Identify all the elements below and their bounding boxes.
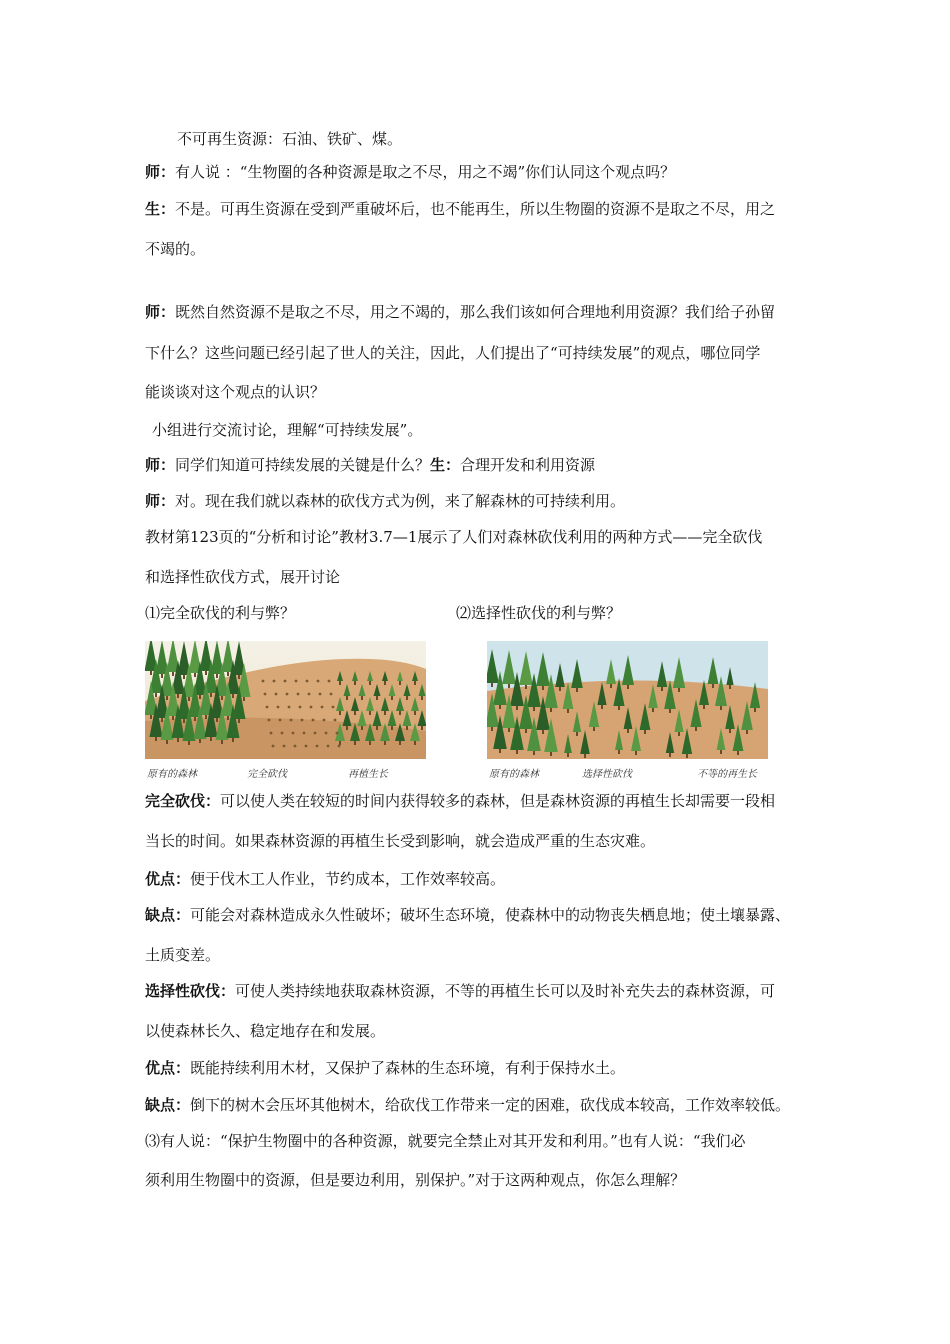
tree-trunk xyxy=(172,716,174,720)
line-text: 教材第123页的“分析和讨论”教材3.7—1展示了人们对森林砍伐利用的两种方式——完全砍伐 xyxy=(145,528,763,546)
tree-trunk xyxy=(354,681,356,685)
stump-dot xyxy=(312,719,315,722)
tree-trunk xyxy=(729,685,731,689)
stump-dot xyxy=(270,732,273,735)
line-text: 能谈谈对这个观点的认识？ xyxy=(145,383,326,401)
stump-dot xyxy=(334,719,337,722)
tree-trunk xyxy=(384,681,386,685)
tree-trunk xyxy=(499,705,501,709)
tree-trunk xyxy=(652,708,654,712)
tree-trunk xyxy=(376,696,378,700)
speaker-label: 优点： xyxy=(145,870,191,888)
text-line xyxy=(145,868,505,890)
tree-trunk xyxy=(618,750,620,754)
stump-dot xyxy=(301,719,304,722)
line-text: 既能持续利用木材，又保护了森林的生态环境，有利于保持水土。 xyxy=(190,1059,626,1077)
stump-dot xyxy=(275,693,278,696)
tree-trunk xyxy=(567,753,569,757)
line-text: 可以使人类在较短的时间内获得较多的森林，但是森林资源的再植生长却需要一段相 xyxy=(220,792,776,810)
tree-trunk xyxy=(414,711,416,715)
text-line xyxy=(145,1094,790,1116)
text-line xyxy=(152,419,422,441)
stump-dot xyxy=(303,732,306,735)
line-text: 下什么？这些问题已经引起了世人的关注，因此，人们提出了“可持续发展”的观点，哪位同学 xyxy=(145,344,761,362)
line-text: 有人说 ：“生物圈的各种资源是取之不尽，用之不竭”你们认同这个观点吗？ xyxy=(175,163,676,181)
stump-dot xyxy=(268,719,271,722)
speaker-label: 师： xyxy=(145,163,176,181)
line-text: 对。现在我们就以森林的砍伐方式为例，来了解森林的可持续利用。 xyxy=(175,492,626,510)
tree-trunk xyxy=(243,697,245,701)
tree-trunk xyxy=(194,673,196,677)
line-text: 不竭的。 xyxy=(145,240,206,258)
text-line xyxy=(145,381,325,403)
stump-dot xyxy=(288,706,291,709)
tree-trunk xyxy=(533,751,535,755)
stump-dot xyxy=(297,693,300,696)
speaker-label: 选择性砍伐： xyxy=(145,982,236,1000)
tree-trunk xyxy=(216,718,218,722)
tree-trunk xyxy=(232,738,234,742)
tree-trunk xyxy=(669,709,671,713)
tree-trunk xyxy=(601,705,603,709)
speaker-label: 师： xyxy=(145,492,176,510)
stump-dot xyxy=(317,680,320,683)
tree-trunk xyxy=(669,753,671,757)
speaker-label: 完全砍伐： xyxy=(145,792,221,810)
stump-dot xyxy=(310,706,313,709)
tree-trunk xyxy=(227,672,229,676)
caption-replanting: 再植生长 xyxy=(348,769,388,780)
tree-trunk xyxy=(183,719,185,723)
stump-dot xyxy=(306,680,309,683)
text-line xyxy=(145,342,760,364)
stump-dot xyxy=(294,745,297,748)
tree-trunk xyxy=(746,730,748,734)
tree-trunk xyxy=(369,681,371,685)
text-line xyxy=(145,490,625,512)
figure-selective-logging xyxy=(487,641,768,759)
line-text: ⑶有人说：“保护生物圈中的各种资源，就要完全禁止对其开发和利用。”也有人说：“我们必 xyxy=(145,1132,746,1150)
tree-trunk xyxy=(166,696,168,700)
text-line xyxy=(145,454,595,476)
tree-trunk xyxy=(567,709,569,713)
tree-trunk xyxy=(188,697,190,701)
tree-trunk xyxy=(499,749,501,753)
tree-trunk xyxy=(593,727,595,731)
tree-trunk xyxy=(376,726,378,730)
text-line xyxy=(145,1169,685,1191)
text-line xyxy=(145,1130,746,1152)
tree-trunk xyxy=(720,706,722,710)
line-text: 当长的时间。如果森林资源的再植生长受到影响，就会造成严重的生态灾难。 xyxy=(145,832,656,850)
text-line xyxy=(177,128,402,150)
tree-trunk xyxy=(559,687,561,691)
tree-trunk xyxy=(508,728,510,732)
stump-dot xyxy=(286,693,289,696)
tree-trunk xyxy=(399,711,401,715)
speaker-label: 缺点： xyxy=(145,906,191,924)
tree-trunk xyxy=(384,741,386,745)
tree-trunk xyxy=(406,696,408,700)
tree-trunk xyxy=(369,711,371,715)
caption-original-forest-2: 原有的森林 xyxy=(489,769,539,780)
text-line xyxy=(145,198,775,220)
caption-uneven-regrowth: 不等的再生长 xyxy=(697,769,757,780)
line-text: 小组进行交流讨论，理解“可持续发展”。 xyxy=(152,421,423,439)
tree-trunk xyxy=(227,716,229,720)
stump-dot xyxy=(295,680,298,683)
text-line xyxy=(145,526,762,548)
tree-trunk xyxy=(210,693,212,697)
tree-trunk xyxy=(369,741,371,745)
tree-trunk xyxy=(177,694,179,698)
tree-trunk xyxy=(346,726,348,730)
tree-trunk xyxy=(610,684,612,688)
tree-trunk xyxy=(720,750,722,754)
tree-trunk xyxy=(729,729,731,733)
figure-complete-logging xyxy=(145,641,426,759)
stump-dot xyxy=(328,680,331,683)
tree-trunk xyxy=(199,739,201,743)
stump-dot xyxy=(332,706,335,709)
complete-logging-illustration xyxy=(145,641,426,759)
stump-dot xyxy=(327,745,330,748)
tree-trunk xyxy=(542,730,544,734)
tree-trunk xyxy=(525,685,527,689)
tree-trunk xyxy=(686,754,688,758)
stump-dot xyxy=(316,745,319,748)
tree-trunk xyxy=(576,732,578,736)
tree-trunk xyxy=(161,718,163,722)
tree-trunk xyxy=(238,675,240,679)
tree-trunk xyxy=(199,695,201,699)
speaker-label: 师： xyxy=(145,456,176,474)
tree-trunk xyxy=(361,696,363,700)
stump-dot xyxy=(290,719,293,722)
stump-dot xyxy=(323,719,326,722)
stump-dot xyxy=(281,732,284,735)
stump-dot xyxy=(266,706,269,709)
tree-trunk xyxy=(161,674,163,678)
line-text: 同学们知道可持续发展的关键是什么？ xyxy=(175,456,431,474)
line-text: 合理开发和利用资源 xyxy=(460,456,596,474)
line-text: 不可再生资源：石油、铁矿、煤。 xyxy=(177,130,403,148)
tree-trunk xyxy=(421,696,423,700)
tree-trunk xyxy=(205,715,207,719)
tree-trunk xyxy=(155,737,157,741)
tree-trunk xyxy=(678,732,680,736)
text-line xyxy=(145,904,790,926)
tree-trunk xyxy=(406,726,408,730)
tree-trunk xyxy=(754,708,756,712)
line-text: 既然自然资源不是取之不尽，用之不竭的，那么我们该如何合理地利用资源？我们给子孙留 xyxy=(175,303,776,321)
tree-trunk xyxy=(391,696,393,700)
stump-dot xyxy=(272,745,275,748)
tree-trunk xyxy=(384,711,386,715)
speaker-label: 师： xyxy=(145,303,176,321)
stump-dot xyxy=(305,745,308,748)
tree-trunk xyxy=(414,681,416,685)
stump-dot xyxy=(273,680,276,683)
line-text: 可能会对森林造成永久性破坏；破坏生态环境，使森林中的动物丧失栖息地；使土壤暴露、 xyxy=(190,906,791,924)
caption-original-forest-1: 原有的森林 xyxy=(147,769,197,780)
line-text: 倒下的树木会压坏其他树木，给砍伐工作带来一定的困难，砍伐成本较高，工作效率较低。 xyxy=(190,1096,791,1114)
tree-trunk xyxy=(644,730,646,734)
stump-dot xyxy=(321,706,324,709)
tree-trunk xyxy=(399,741,401,745)
tree-trunk xyxy=(661,687,663,691)
line-text: 土质变差。 xyxy=(145,946,221,964)
text-line xyxy=(145,1057,625,1079)
tree-trunk xyxy=(183,675,185,679)
stump-dot xyxy=(284,680,287,683)
stump-dot xyxy=(336,732,339,735)
tree-trunk xyxy=(221,740,223,744)
tree-trunk xyxy=(695,727,697,731)
line-text: 便于伐木工人作业，节约成本，工作效率较高。 xyxy=(190,870,506,888)
tree-trunk xyxy=(155,693,157,697)
tree-trunk xyxy=(627,685,629,689)
tree-trunk xyxy=(550,708,552,712)
stump-dot xyxy=(262,680,265,683)
tree-trunk xyxy=(232,694,234,698)
tree-trunk xyxy=(354,741,356,745)
stump-dot xyxy=(299,706,302,709)
text-line xyxy=(145,238,205,260)
tree-trunk xyxy=(516,750,518,754)
stump-dot xyxy=(277,706,280,709)
text-line xyxy=(145,161,675,183)
tree-trunk xyxy=(339,711,341,715)
text-line xyxy=(145,1020,385,1042)
stump-dot xyxy=(279,719,282,722)
tree-trunk xyxy=(150,715,152,719)
text-line xyxy=(145,830,655,852)
tree-trunk xyxy=(238,719,240,723)
stump-dot xyxy=(325,732,328,735)
stump-dot xyxy=(264,693,267,696)
tree-trunk xyxy=(525,729,527,733)
question-2: ⑵选择性砍伐的利与弊？ xyxy=(456,604,622,622)
tree-trunk xyxy=(712,684,714,688)
tree-trunk xyxy=(339,681,341,685)
tree-trunk xyxy=(550,752,552,756)
question-1: ⑴完全砍伐的利与弊？ xyxy=(145,604,296,622)
stump-dot xyxy=(319,693,322,696)
tree-trunk xyxy=(216,674,218,678)
tree-trunk xyxy=(627,729,629,733)
tree-trunk xyxy=(399,681,401,685)
tree-trunk xyxy=(508,684,510,688)
tree-trunk xyxy=(221,696,223,700)
tree-trunk xyxy=(703,705,705,709)
tree-trunk xyxy=(491,683,493,687)
tree-trunk xyxy=(421,726,423,730)
text-line xyxy=(145,301,775,323)
tree-trunk xyxy=(194,717,196,721)
tree-trunk xyxy=(737,751,739,755)
tree-trunk xyxy=(635,751,637,755)
stump-dot xyxy=(292,732,295,735)
text-line xyxy=(145,790,775,812)
stump-dot xyxy=(314,732,317,735)
stump-dot xyxy=(338,745,341,748)
caption-selective-logging: 选择性砍伐 xyxy=(582,769,632,780)
line-text: 可使人类持续地获取森林资源，不等的再植生长可以及时补充失去的森林资源，可 xyxy=(235,982,776,1000)
tree-trunk xyxy=(210,737,212,741)
tree-trunk xyxy=(414,741,416,745)
tree-trunk xyxy=(150,671,152,675)
tree-trunk xyxy=(584,754,586,758)
tree-trunk xyxy=(177,738,179,742)
stump-dot xyxy=(283,745,286,748)
line-text: 以使森林长久、稳定地存在和发展。 xyxy=(145,1022,386,1040)
line-text: 须利用生物圈中的资源，但是要边利用，别保护。”对于这两种观点，你怎么理解？ xyxy=(145,1171,686,1189)
tree-trunk xyxy=(346,696,348,700)
tree-trunk xyxy=(678,688,680,692)
stump-dot xyxy=(308,693,311,696)
caption-complete-logging: 完全砍伐 xyxy=(247,769,287,780)
tree-trunk xyxy=(576,688,578,692)
stump-dot xyxy=(330,693,333,696)
line-text: 不是。可再生资源在受到严重破坏后，也不能再生，所以生物圈的资源不是取之不尽，用之 xyxy=(175,200,776,218)
tree-trunk xyxy=(205,671,207,675)
tree-trunk xyxy=(516,706,518,710)
speaker-label: 缺点： xyxy=(145,1096,191,1114)
speaker-label: 优点： xyxy=(145,1059,191,1077)
speaker-label: 生： xyxy=(145,200,176,218)
text-line xyxy=(145,980,775,1002)
tree-trunk xyxy=(188,741,190,745)
line-text: 和选择性砍伐方式，展开讨论 xyxy=(145,568,341,586)
tree-trunk xyxy=(172,672,174,676)
tree-trunk xyxy=(542,686,544,690)
tree-trunk xyxy=(166,740,168,744)
speaker-label: 生： xyxy=(430,456,461,474)
tree-trunk xyxy=(533,707,535,711)
tree-trunk xyxy=(491,727,493,731)
tree-trunk xyxy=(391,726,393,730)
text-line xyxy=(145,944,220,966)
selective-logging-illustration xyxy=(487,641,768,759)
tree-trunk xyxy=(618,706,620,710)
tree-trunk xyxy=(361,726,363,730)
text-line xyxy=(145,566,340,588)
tree-trunk xyxy=(339,741,341,745)
tree-trunk xyxy=(354,711,356,715)
